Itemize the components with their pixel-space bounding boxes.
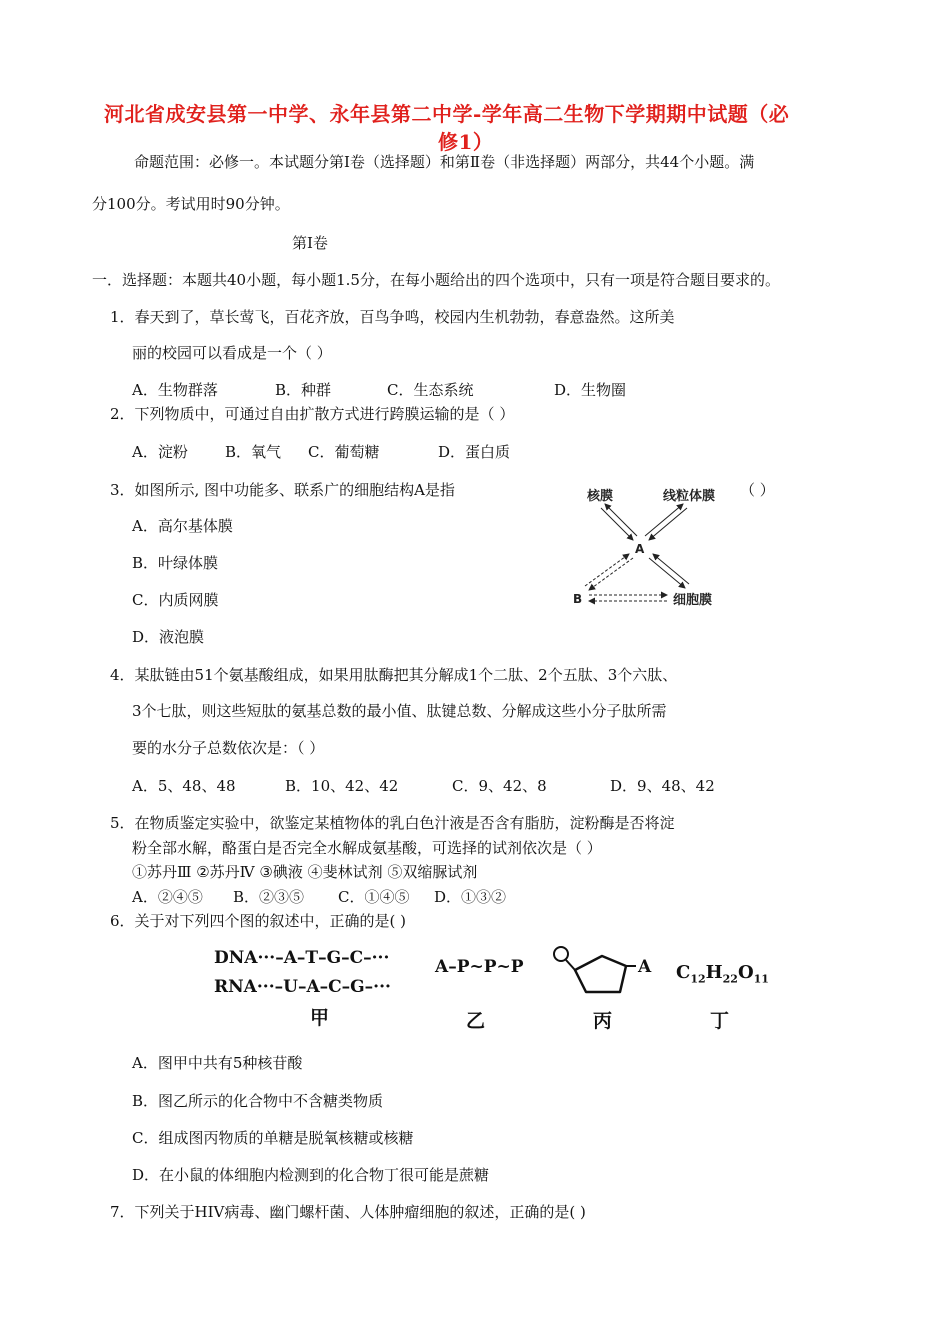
intro-line2: 分100分。考试用时90分钟。 [92,195,290,213]
diagram-mito-label: 线粒体膜 [663,489,716,504]
question-3-option-c: C．内质网膜 [132,591,219,609]
question-6-stem: 6．关于对下列四个图的叙述中，正确的是( ) [110,912,407,930]
figure-label-bing: 丙 [593,1010,613,1032]
question-2-option-a: A．淀粉 [132,443,188,461]
question-6-option-b: B．图乙所示的化合物中不含糖类物质 [132,1092,384,1110]
diagram-b-label: B [573,592,583,606]
question-1-stem: 1．春天到了，草长莺飞，百花齐放，百鸟争鸣，校园内生机勃勃，春意盎然。这所美 [110,308,675,326]
question-5-option-a: A．②④⑤ [132,888,203,906]
figure-label-jia: 甲 [310,1007,330,1029]
question-1-option-c: C．生态系统 [387,381,474,399]
figure-label-yi: 乙 [466,1010,486,1032]
question-4-option-a: A．5、48、48 [132,777,236,795]
question-2-option-d: D．蛋白质 [438,443,511,461]
formula-h-sub: 22 [722,972,738,986]
question-4-stem-cont2: 要的水分子总数依次是：（ ） [132,739,325,757]
figure-ding-formula [676,962,769,986]
formula-c: C [676,962,691,983]
question-4-option-d: D．9、48、42 [610,777,715,795]
figure-bing-nucleotide [548,942,658,1002]
figure-jia-dna: DNA···–A–T–G–C–··· [214,948,390,968]
question-4-option-b: B．10、42、42 [285,777,399,795]
question-3-option-d: D．液泡膜 [132,628,205,646]
question-1-stem-cont: 丽的校园可以看成是一个（ ） [132,344,332,362]
membrane-diagram [565,482,735,614]
question-3-option-a: A．高尔基体膜 [132,517,233,535]
question-1-option-a: A．生物群落 [132,381,218,399]
question-3-bracket: （ ） [740,481,775,499]
document-title-line2: 修1） [438,130,494,154]
figure-bing-base: A [638,957,652,977]
question-1-option-d: D．生物圈 [554,381,627,399]
question-4-option-c: C．9、42、8 [452,777,547,795]
formula-o-sub: 11 [753,972,769,986]
diagram-cell-label: 细胞膜 [673,593,713,608]
figure-jia-rna: RNA···–U–A–C–G–··· [214,977,391,997]
question-6-option-a: A．图甲中共有5种核苷酸 [132,1054,303,1072]
diagram-center-label: A [635,542,645,556]
document-title-line1: 河北省成安县第一中学、永年县第二中学-学年高二生物下学期期中试题（必 [104,102,790,126]
section-heading: 一．选择题：本题共40小题，每小题1.5分，在每小题给出的四个选项中，只有一项是符合题目要求的。 [92,271,780,289]
question-4-stem: 4．某肽链由51个氨基酸组成，如果用肽酶把其分解成1个二肽、2个五肽、3个六肽、 [110,666,678,684]
formula-c-sub: 12 [690,972,706,986]
question-3-stem: 3．如图所示, 图中功能多、联系广的细胞结构A是指 [110,481,455,499]
intro-line1: 命题范围：必修一。本试题分第Ⅰ卷（选择题）和第Ⅱ卷（非选择题）两部分，共44个小题。满 [134,153,755,171]
figure-label-ding: 丁 [710,1010,730,1032]
question-5-option-d: D．①③② [434,888,507,906]
question-6-option-d: D．在小鼠的体细胞内检测到的化合物丁很可能是蔗糖 [132,1166,490,1184]
question-5-stem: 5．在物质鉴定实验中，欲鉴定某植物体的乳白色汁液是否含有脂肪，淀粉酶是否将淀 [110,814,675,832]
question-5-option-c: C．①④⑤ [338,888,410,906]
volume-heading: 第Ⅰ卷 [292,234,328,252]
question-7-stem: 7．下列关于HIV病毒、幽门螺杆菌、人体肿瘤细胞的叙述，正确的是( ) [110,1203,586,1221]
question-4-stem-cont1: 3个七肽，则这些短肽的氨基总数的最小值、肽键总数、分解成这些小分子肽所需 [132,702,667,720]
question-1-option-b: B．种群 [275,381,332,399]
question-5-reagents: ①苏丹Ⅲ ②苏丹Ⅳ ③碘液 ④斐林试剂 ⑤双缩脲试剂 [132,863,478,881]
question-6-option-c: C．组成图丙物质的单糖是脱氧核糖或核糖 [132,1129,414,1147]
question-5-option-b: B．②③⑤ [233,888,305,906]
question-2-option-c: C．葡萄糖 [308,443,380,461]
question-5-stem-cont: 粉全部水解，酪蛋白是否完全水解成氨基酸，可选择的试剂依次是（ ） [132,839,602,857]
formula-o: O [737,962,754,983]
question-2-stem: 2．下列物质中，可通过自由扩散方式进行跨膜运输的是（ ） [110,405,515,423]
formula-h: H [705,962,723,983]
question-2-option-b: B．氧气 [225,443,282,461]
diagram-nucleus-label: 核膜 [587,489,614,504]
figure-yi-atp: A–P~P~P [435,957,524,977]
question-3-option-b: B．叶绿体膜 [132,554,219,572]
